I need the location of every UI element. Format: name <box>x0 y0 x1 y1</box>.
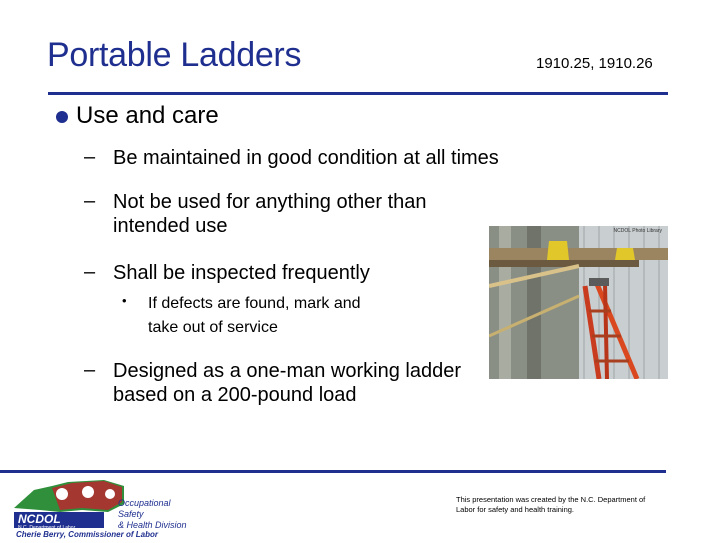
dash-icon: – <box>84 359 96 381</box>
ladder-photo <box>489 226 668 379</box>
logo-division-line1: Occupational Safety <box>118 498 171 519</box>
sub-bullet-icon: • <box>122 293 127 308</box>
footer-divider <box>0 470 666 473</box>
logo-division <box>118 498 192 531</box>
bullet-dot-icon <box>56 111 68 123</box>
ladder-scene-icon <box>489 226 668 379</box>
dash-icon: – <box>84 190 96 212</box>
section-heading: Use and care <box>76 102 219 129</box>
slide-title: Portable Ladders <box>47 36 302 74</box>
logo-brand: NCDOL <box>18 512 61 526</box>
dash-icon: – <box>84 146 96 168</box>
logo-commissioner: Cherie Berry, Commissioner of Labor <box>16 530 158 539</box>
photo-credit: NCDOL Photo Library <box>613 228 662 234</box>
dash-icon: – <box>84 261 96 283</box>
regulation-reference: 1910.25, 1910.26 <box>536 55 653 72</box>
list-item: Shall be inspected frequently <box>113 262 370 284</box>
ncdol-logo <box>12 478 192 538</box>
footer-note: This presentation was created by the N.C. Department of Labor for safety and health training. <box>456 495 646 514</box>
sub-list-item: If defects are found, mark and take out of service <box>148 295 361 336</box>
logo-division-line2: & Health Division <box>118 520 187 530</box>
logo-dept: N.C. Department of Labor <box>18 525 76 531</box>
title-divider <box>48 92 668 95</box>
list-item: Be maintained in good condition at all times <box>113 147 499 169</box>
list-item: Designed as a one-man working ladder based on a 200-pound load <box>113 360 461 406</box>
list-item: Not be used for anything other than intended use <box>113 191 427 237</box>
